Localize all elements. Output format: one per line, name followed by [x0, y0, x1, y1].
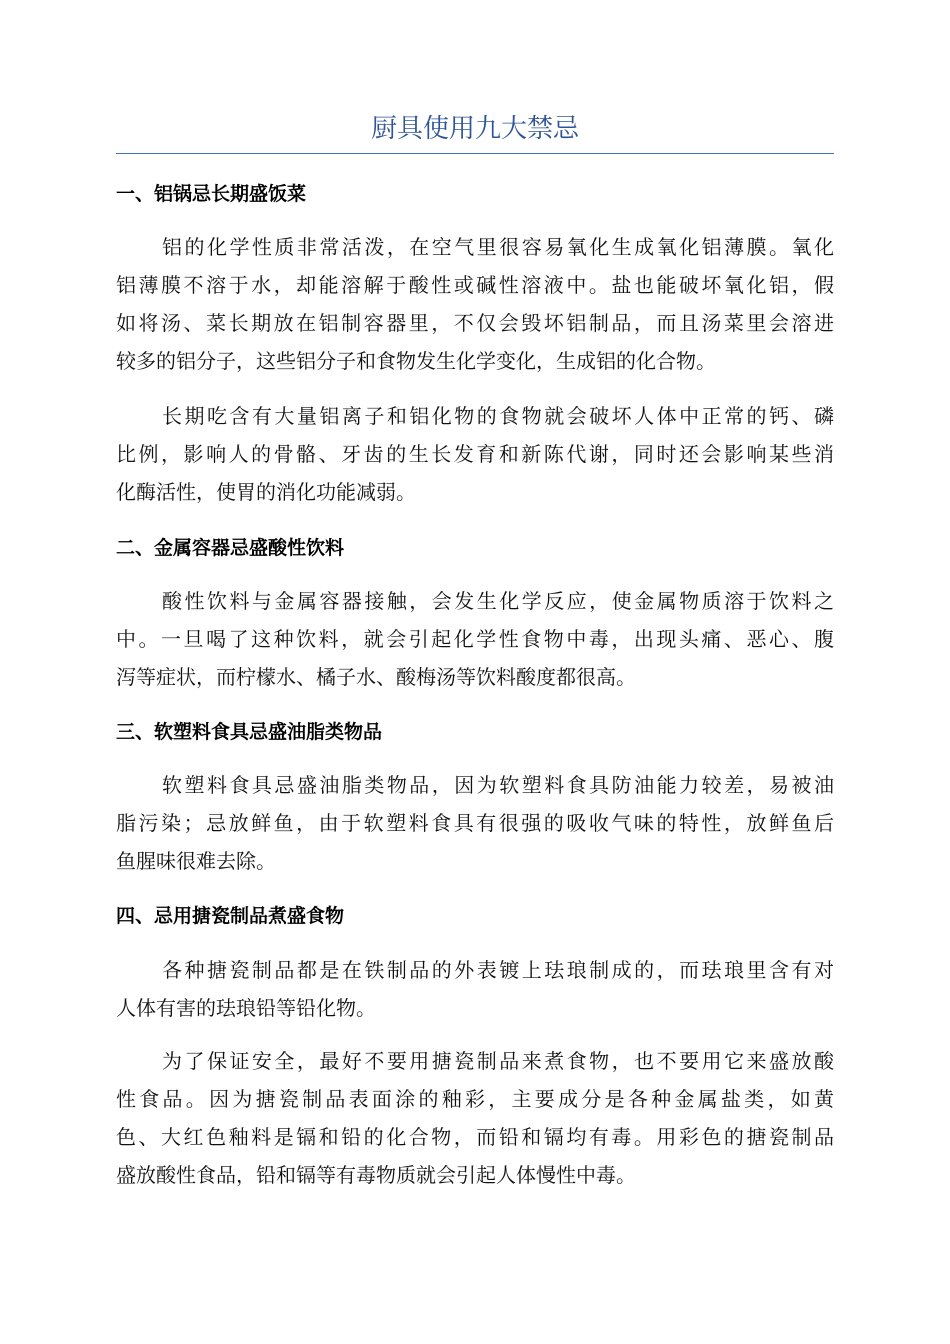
paragraph-line: 盛放酸性食品，铅和镉等有毒物质就会引起人体慢性中毒。 — [116, 1163, 636, 1187]
paragraph-line: 各种搪瓷制品都是在铁制品的外表镀上珐琅制成的，而珐琅里含有对 — [162, 958, 834, 982]
section-1-paragraph-2 — [116, 397, 834, 511]
section-heading-3: 三、软塑料食具忌盛油脂类物品 — [116, 721, 383, 743]
paragraph-line: 铝的化学性质非常活泼，在空气里很容易氧化生成氧化铝薄膜。氧化 — [162, 235, 834, 259]
section-4-paragraph-2 — [116, 1042, 834, 1194]
paragraph-line: 人体有害的珐琅铅等铅化物。 — [116, 996, 376, 1020]
page-title: 厨具使用九大禁忌 — [370, 114, 579, 144]
section-heading-1: 一、铝锅忌长期盛饭菜 — [116, 183, 307, 205]
paragraph-line: 色、大红色釉料是镉和铅的化合物，而铅和镉均有毒。用彩色的搪瓷制品 — [116, 1125, 834, 1149]
section-2-paragraph-1 — [116, 582, 834, 696]
paragraph-line: 较多的铝分子，这些铝分子和食物发生化学变化，生成铝的化合物。 — [116, 349, 716, 373]
section-4-paragraph-1 — [116, 951, 834, 1027]
title-underline — [116, 153, 834, 154]
paragraph-line: 性食品。因为搪瓷制品表面涂的釉彩，主要成分是各种金属盐类，如黄 — [116, 1087, 834, 1111]
section-heading-2: 二、金属容器忌盛酸性饮料 — [116, 537, 345, 559]
paragraph-line: 泻等症状，而柠檬水、橘子水、酸梅汤等饮料酸度都很高。 — [116, 665, 636, 689]
section-3-paragraph-1 — [116, 766, 834, 880]
paragraph-line: 为了保证安全，最好不要用搪瓷制品来煮食物，也不要用它来盛放酸 — [162, 1049, 834, 1073]
section-heading-4: 四、忌用搪瓷制品煮盛食物 — [116, 905, 345, 927]
paragraph-line: 比例，影响人的骨骼、牙齿的生长发育和新陈代谢，同时还会影响某些消 — [116, 442, 834, 466]
paragraph-line: 鱼腥味很难去除。 — [116, 849, 276, 873]
paragraph-line: 酸性饮料与金属容器接触，会发生化学反应，使金属物质溶于饮料之 — [162, 589, 834, 613]
paragraph-line: 化酶活性，使胃的消化功能减弱。 — [116, 480, 416, 504]
paragraph-line: 长期吃含有大量铝离子和铝化物的食物就会破坏人体中正常的钙、磷 — [162, 404, 834, 428]
paragraph-line: 铝薄膜不溶于水，却能溶解于酸性或碱性溶液中。盐也能破坏氧化铝，假 — [116, 273, 834, 297]
paragraph-line: 脂污染；忌放鲜鱼，由于软塑料食具有很强的吸收气味的特性，放鲜鱼后 — [116, 811, 834, 835]
paragraph-line: 中。一旦喝了这种饮料，就会引起化学性食物中毒，出现头痛、恶心、腹 — [116, 627, 834, 651]
paragraph-line: 软塑料食具忌盛油脂类物品，因为软塑料食具防油能力较差，易被油 — [162, 773, 834, 797]
paragraph-line: 如将汤、菜长期放在铝制容器里，不仅会毁坏铝制品，而且汤菜里会溶进 — [116, 311, 834, 335]
section-1-paragraph-1 — [116, 228, 834, 380]
